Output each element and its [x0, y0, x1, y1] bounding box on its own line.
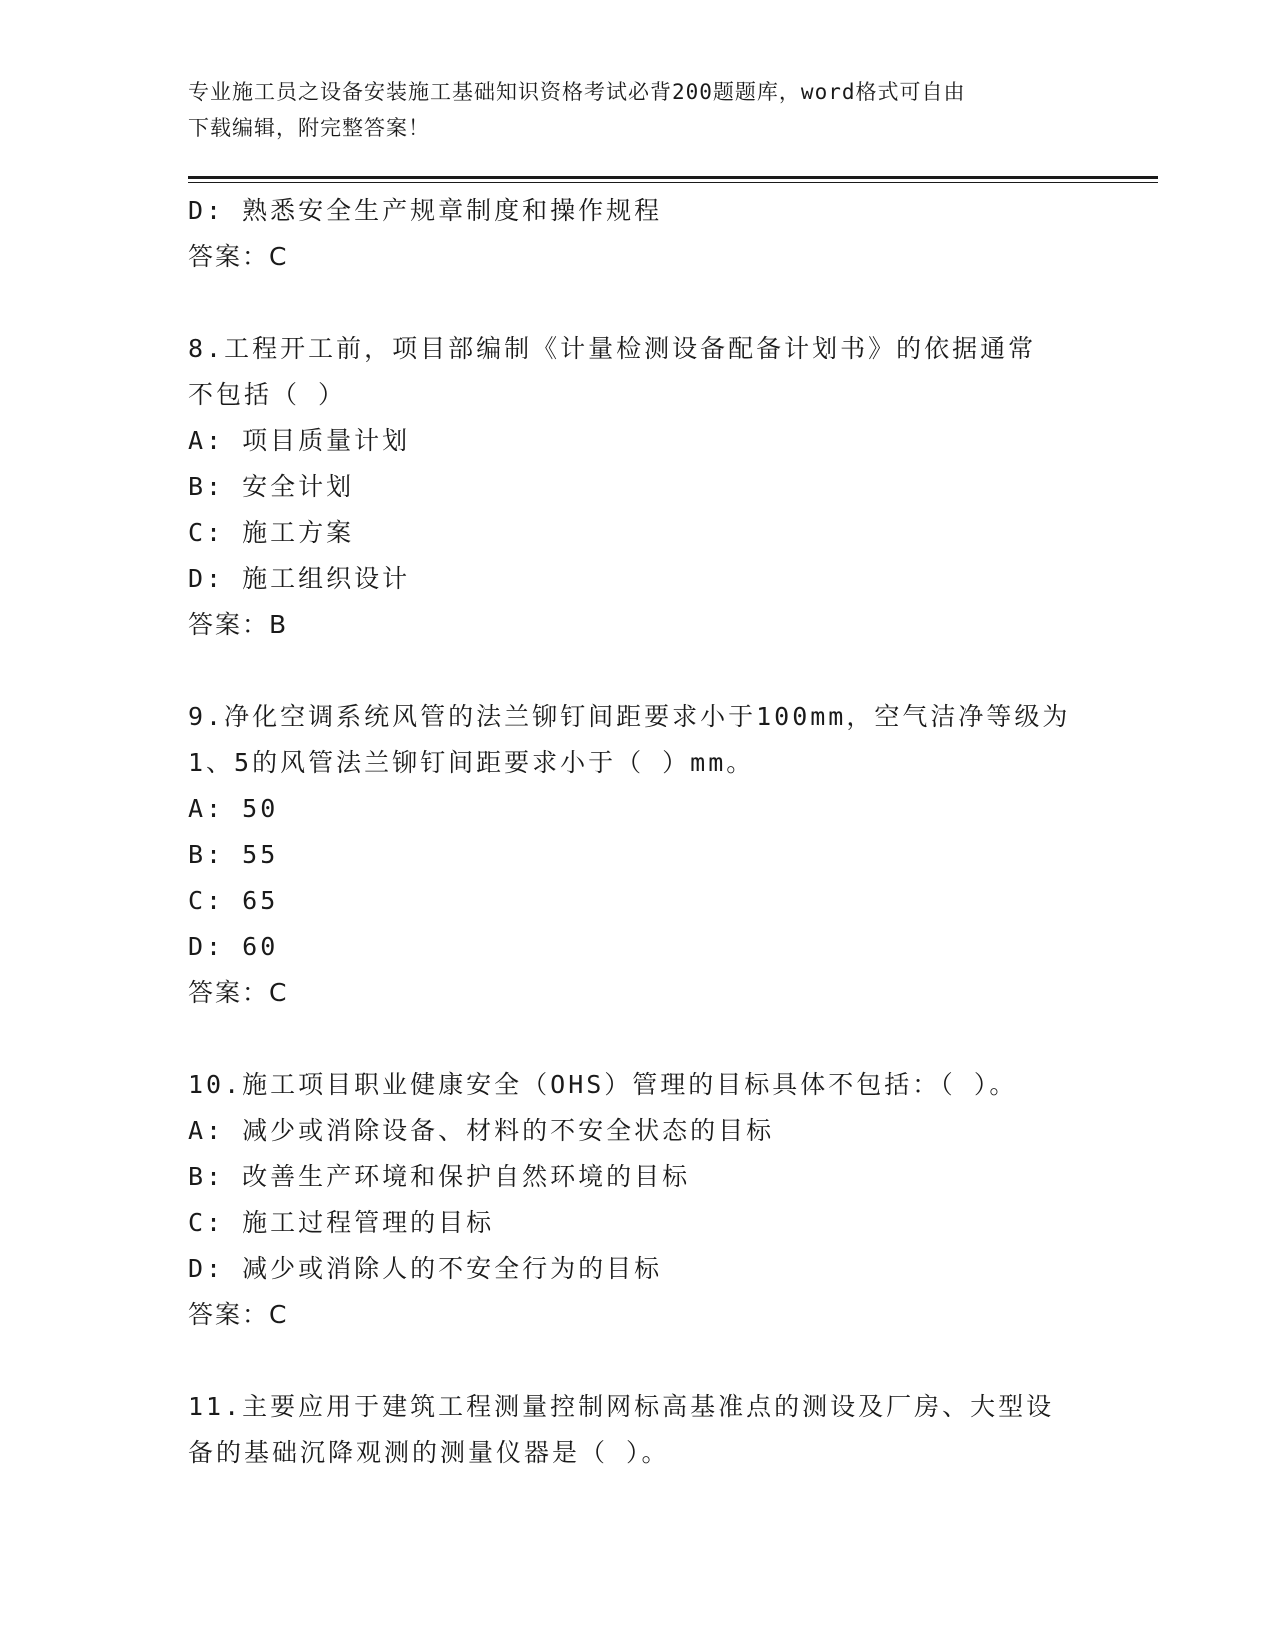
option-a: A: 减少或消除设备、材料的不安全状态的目标 — [188, 1116, 775, 1145]
header-line-2: 下载编辑，附完整答案！ — [188, 116, 430, 140]
option-d: D: 60 — [188, 932, 279, 961]
option-d: D: 施工组织设计 — [188, 564, 411, 593]
question-stem-line: 1、5的风管法兰铆钉间距要求小于（ ）mm。 — [188, 748, 755, 777]
answer: 答案：C — [188, 978, 289, 1007]
question-10 — [188, 1062, 1088, 1338]
question-stem-line: 11.主要应用于建筑工程测量控制网标高基准点的测设及厂房、大型设 — [188, 1392, 1055, 1421]
question-stem-line: 10.施工项目职业健康安全（OHS）管理的目标具体不包括：（ ）。 — [188, 1070, 1018, 1099]
header-divider-thick — [188, 176, 1158, 179]
option-b: B: 安全计划 — [188, 472, 355, 501]
question-11 — [188, 1384, 1088, 1476]
previous-option-d: D: 熟悉安全生产规章制度和操作规程 — [188, 196, 663, 225]
spacer — [188, 1338, 1088, 1384]
question-stem-line: 备的基础沉降观测的测量仪器是（ ）。 — [188, 1438, 670, 1467]
answer: 答案：C — [188, 1300, 289, 1329]
answer: 答案：B — [188, 610, 289, 639]
option-c: C: 施工方案 — [188, 518, 355, 547]
question-8 — [188, 326, 1088, 648]
document-header — [188, 74, 1068, 146]
option-d: D: 减少或消除人的不安全行为的目标 — [188, 1254, 663, 1283]
option-a: A: 项目质量计划 — [188, 426, 411, 455]
spacer — [188, 280, 1088, 326]
header-divider-thin — [188, 182, 1158, 183]
spacer — [188, 648, 1088, 694]
spacer — [188, 1016, 1088, 1062]
header-line-1: 专业施工员之设备安装施工基础知识资格考试必背200题题库，word格式可自由 — [188, 80, 966, 104]
question-stem-line: 不包括（ ） — [188, 380, 347, 409]
question-stem-line: 8.工程开工前，项目部编制《计量检测设备配备计划书》的依据通常 — [188, 334, 1037, 363]
option-c: C: 施工过程管理的目标 — [188, 1208, 495, 1237]
question-content — [188, 188, 1088, 1476]
question-stem-line: 9.净化空调系统风管的法兰铆钉间距要求小于100mm，空气洁净等级为 — [188, 702, 1071, 731]
option-b: B: 改善生产环境和保护自然环境的目标 — [188, 1162, 691, 1191]
question-9 — [188, 694, 1088, 1016]
option-a: A: 50 — [188, 794, 279, 823]
previous-answer: 答案：C — [188, 242, 289, 271]
option-b: B: 55 — [188, 840, 279, 869]
option-c: C: 65 — [188, 886, 279, 915]
